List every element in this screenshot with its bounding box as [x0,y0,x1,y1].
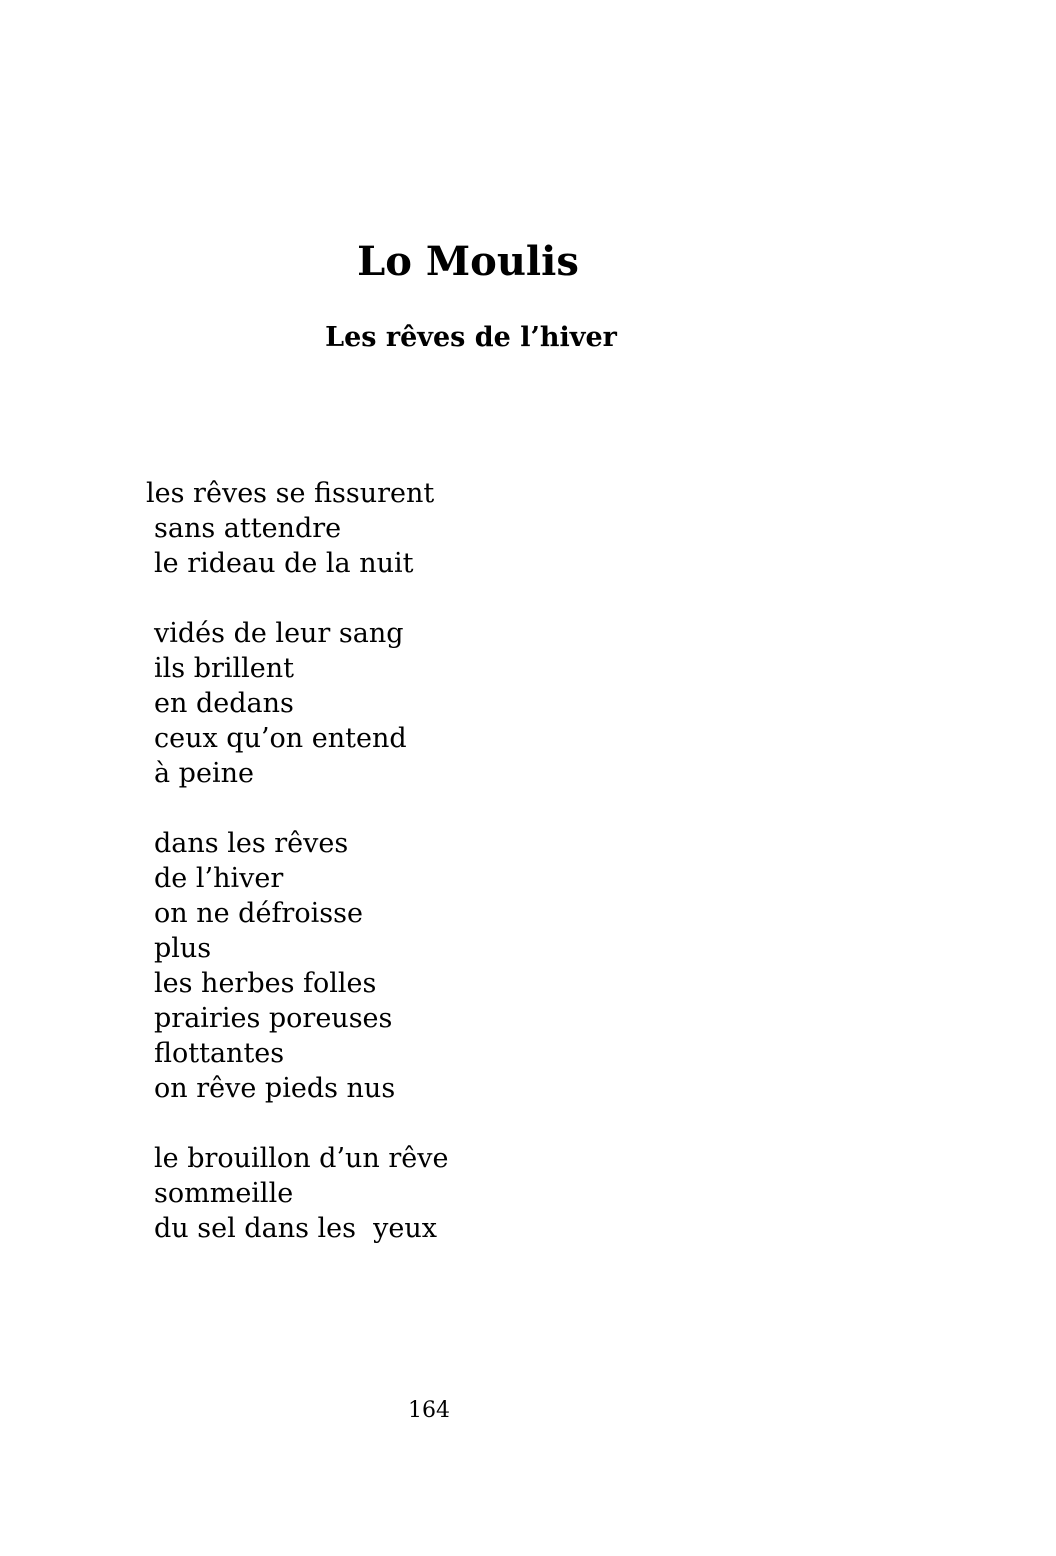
poem-line: le rideau de la nuit [154,548,414,579]
poem-line: de l’hiver [154,863,284,894]
stanza-4 [146,1141,449,1246]
poem-line: dans les rêves [154,828,349,859]
poem-line: vidés de leur sang [154,618,404,649]
poem-line: les herbes folles [154,968,377,999]
poem-line: sommeille [154,1178,294,1209]
poem-line: prairies poreuses [154,1003,393,1034]
poem-line: on rêve pieds nus [154,1073,396,1104]
poem-line: du sel dans les yeux [154,1213,437,1244]
poem-title: Les rêves de l’hiver [325,322,617,353]
poem-line: en dedans [154,688,294,719]
poem-line: le brouillon d’un rêve [154,1143,449,1174]
stanza-1 [146,476,449,581]
poem-line: les rêves se fissurent [146,478,435,509]
poem-line: ceux qu’on entend [154,723,407,754]
stanza-3 [146,826,449,1106]
poem-line: à peine [154,758,254,789]
poem-line: ils brillent [154,653,295,684]
stanza-2 [146,616,449,791]
poem-line: flottantes [154,1038,285,1069]
poem-line: plus [154,933,212,964]
poem-body [146,476,449,1281]
author-name: Lo Moulis [357,238,579,285]
page-number: 164 [408,1398,450,1423]
poem-line: sans attendre [154,513,342,544]
poem-line: on ne défroisse [154,898,363,929]
